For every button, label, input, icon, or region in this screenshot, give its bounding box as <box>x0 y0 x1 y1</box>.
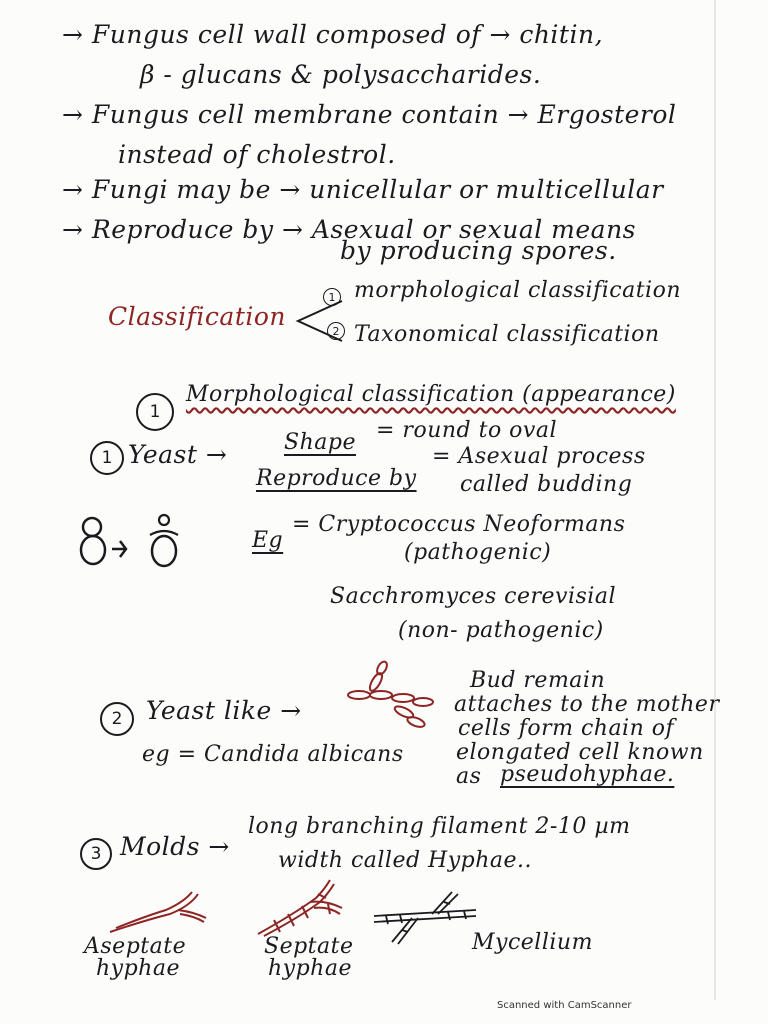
pseudohyphae-note-2: attaches to the mother <box>454 692 720 717</box>
line-fungi-may-be: → Fungi may be → unicellular or multicellular <box>62 175 664 204</box>
aseptate-hyphae-sketch <box>106 888 216 938</box>
yeast-eg-pathogenic: (pathogenic) <box>404 540 552 565</box>
line-reproduce: → Reproduce by → Asexual or sexual means <box>62 215 637 244</box>
classification-num-2: 2 <box>327 322 345 340</box>
pseudohyphae-note-1: Bud remain <box>470 668 606 693</box>
yeast-eg-sacchromyces: Sacchromyces cerevisial <box>330 584 616 609</box>
aseptate-label-2: hyphae <box>96 956 180 981</box>
yeast-num: 1 <box>90 441 124 475</box>
septate-label-2: hyphae <box>268 956 352 981</box>
septate-hyphae-sketch <box>254 876 350 938</box>
line-cell-membrane-cont: instead of cholestrol. <box>118 140 396 169</box>
line-cell-membrane: → Fungus cell membrane contain → Ergosterol <box>62 100 677 129</box>
yeast-label: Yeast → <box>128 440 228 469</box>
yeast-reproduce-key: Reproduce by <box>256 466 417 491</box>
section-num-morphological: 1 <box>136 393 174 431</box>
molds-num: 3 <box>80 838 112 870</box>
pseudohyphae-note-3: cells form chain of <box>458 716 675 741</box>
mycelium-sketch <box>372 888 480 946</box>
yeast-like-label: Yeast like → <box>146 696 302 725</box>
classification-item-morphological: morphological classification <box>354 278 681 303</box>
yeast-reproduce-value-2: called budding <box>460 472 633 497</box>
scanner-watermark: Scanned with CamScanner <box>497 1000 632 1011</box>
mycelium-label: Mycellium <box>472 930 593 955</box>
pseudohyphae-term: pseudohyphae. <box>500 762 675 787</box>
morphological-heading: Morphological classification (appearance) <box>186 382 676 407</box>
pseudohyphae-sketch <box>346 660 438 732</box>
classification-num-1: 1 <box>323 288 341 306</box>
classification-bracket <box>290 295 350 347</box>
line-cell-wall: → Fungus cell wall composed of → chitin, <box>62 20 604 49</box>
yeast-shape-value: = round to oval <box>376 418 558 443</box>
septate-label-1: Septate <box>264 934 354 959</box>
yeast-eg-key: Eg <box>252 528 284 553</box>
yeast-eg-non-pathogenic: (non- pathogenic) <box>398 618 604 643</box>
molds-label: Molds → <box>120 832 230 861</box>
budding-sketch <box>80 513 190 573</box>
molds-desc-1: long branching filament 2-10 µm <box>248 814 631 839</box>
page-edge <box>714 0 716 1000</box>
yeast-like-num: 2 <box>100 702 134 736</box>
line-reproduce-cont: by producing spores. <box>340 236 617 265</box>
pseudohyphae-note-4: elongated cell known <box>456 740 704 765</box>
yeast-eg-cryptococcus: = Cryptococcus Neoformans <box>292 512 626 537</box>
molds-desc-2: width called Hyphae.. <box>278 848 533 873</box>
line-cell-wall-cont: β - glucans & polysaccharides. <box>140 60 542 89</box>
yeast-reproduce-value-1: = Asexual process <box>432 444 646 469</box>
classification-item-taxonomical: Taxonomical classification <box>354 322 660 347</box>
classification-label: Classification <box>108 302 287 331</box>
yeast-like-example: eg = Candida albicans <box>142 742 404 767</box>
pseudohyphae-note-5-prefix: as <box>456 764 482 789</box>
yeast-shape-key: Shape <box>284 430 356 455</box>
aseptate-label-1: Aseptate <box>84 934 187 959</box>
